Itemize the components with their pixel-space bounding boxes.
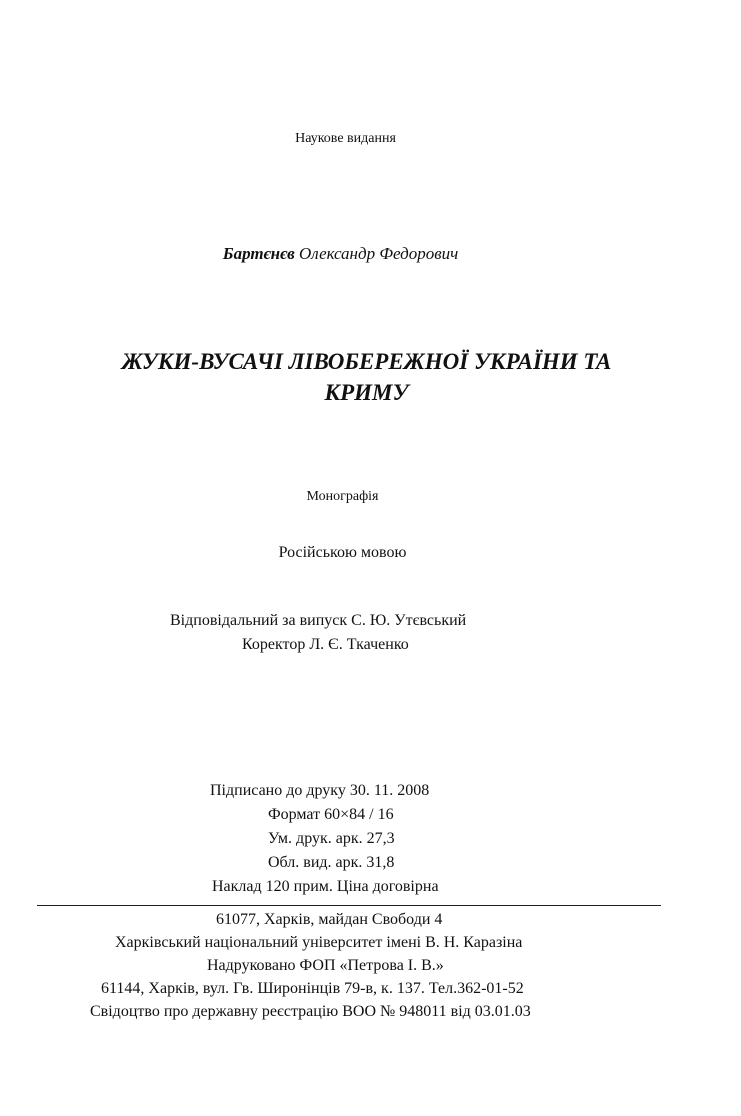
divider-rule bbox=[37, 905, 661, 906]
registration-certificate: Свідоцтво про державну реєстрацію ВОО № 948011 від 03.01.03 bbox=[90, 1003, 531, 1020]
author-surname: Бартєнєв bbox=[222, 244, 295, 263]
book-title-line-2: КРИМУ bbox=[324, 380, 409, 405]
publication-sheets: Обл. вид. арк. 31,8 bbox=[268, 854, 395, 871]
printer-name: Надруковано ФОП «Петрова І. В.» bbox=[207, 957, 444, 974]
paper-format: Формат 60×84 / 16 bbox=[268, 806, 394, 823]
publisher-address: 61077, Харків, майдан Свободи 4 bbox=[216, 911, 443, 928]
imprint-footer bbox=[0, 908, 741, 1023]
printer-address: 61144, Харків, вул. Гв. Широнінців 79-в, к. 137. Тел.362-01-52 bbox=[101, 980, 524, 997]
genre-label: Монографія bbox=[306, 489, 379, 504]
signed-for-print: Підписано до друку 30. 11. 2008 bbox=[210, 782, 430, 799]
book-title bbox=[0, 346, 737, 408]
print-sheets: Ум. друк. арк. 27,3 bbox=[268, 830, 395, 847]
author-given-name: Олександр Федорович bbox=[298, 244, 459, 263]
author-name bbox=[0, 244, 711, 264]
language-label: Російською мовою bbox=[278, 544, 407, 561]
credits-block bbox=[170, 609, 466, 657]
publisher-university: Харківський національний університет імені В. Н. Каразіна bbox=[115, 934, 523, 951]
proofreader: Коректор Л. Є. Ткаченко bbox=[242, 636, 409, 653]
series-label: Наукове видання bbox=[295, 131, 396, 146]
responsible-editor: Відповідальний за випуск С. Ю. Утєвський bbox=[170, 612, 467, 629]
book-title-line-1: ЖУКИ-ВУСАЧІ ЛІВОБЕРЕЖНОЇ УКРАЇНИ ТА bbox=[121, 349, 612, 374]
printing-details bbox=[210, 779, 439, 899]
print-run: Наклад 120 прим. Ціна договірна bbox=[212, 878, 439, 895]
